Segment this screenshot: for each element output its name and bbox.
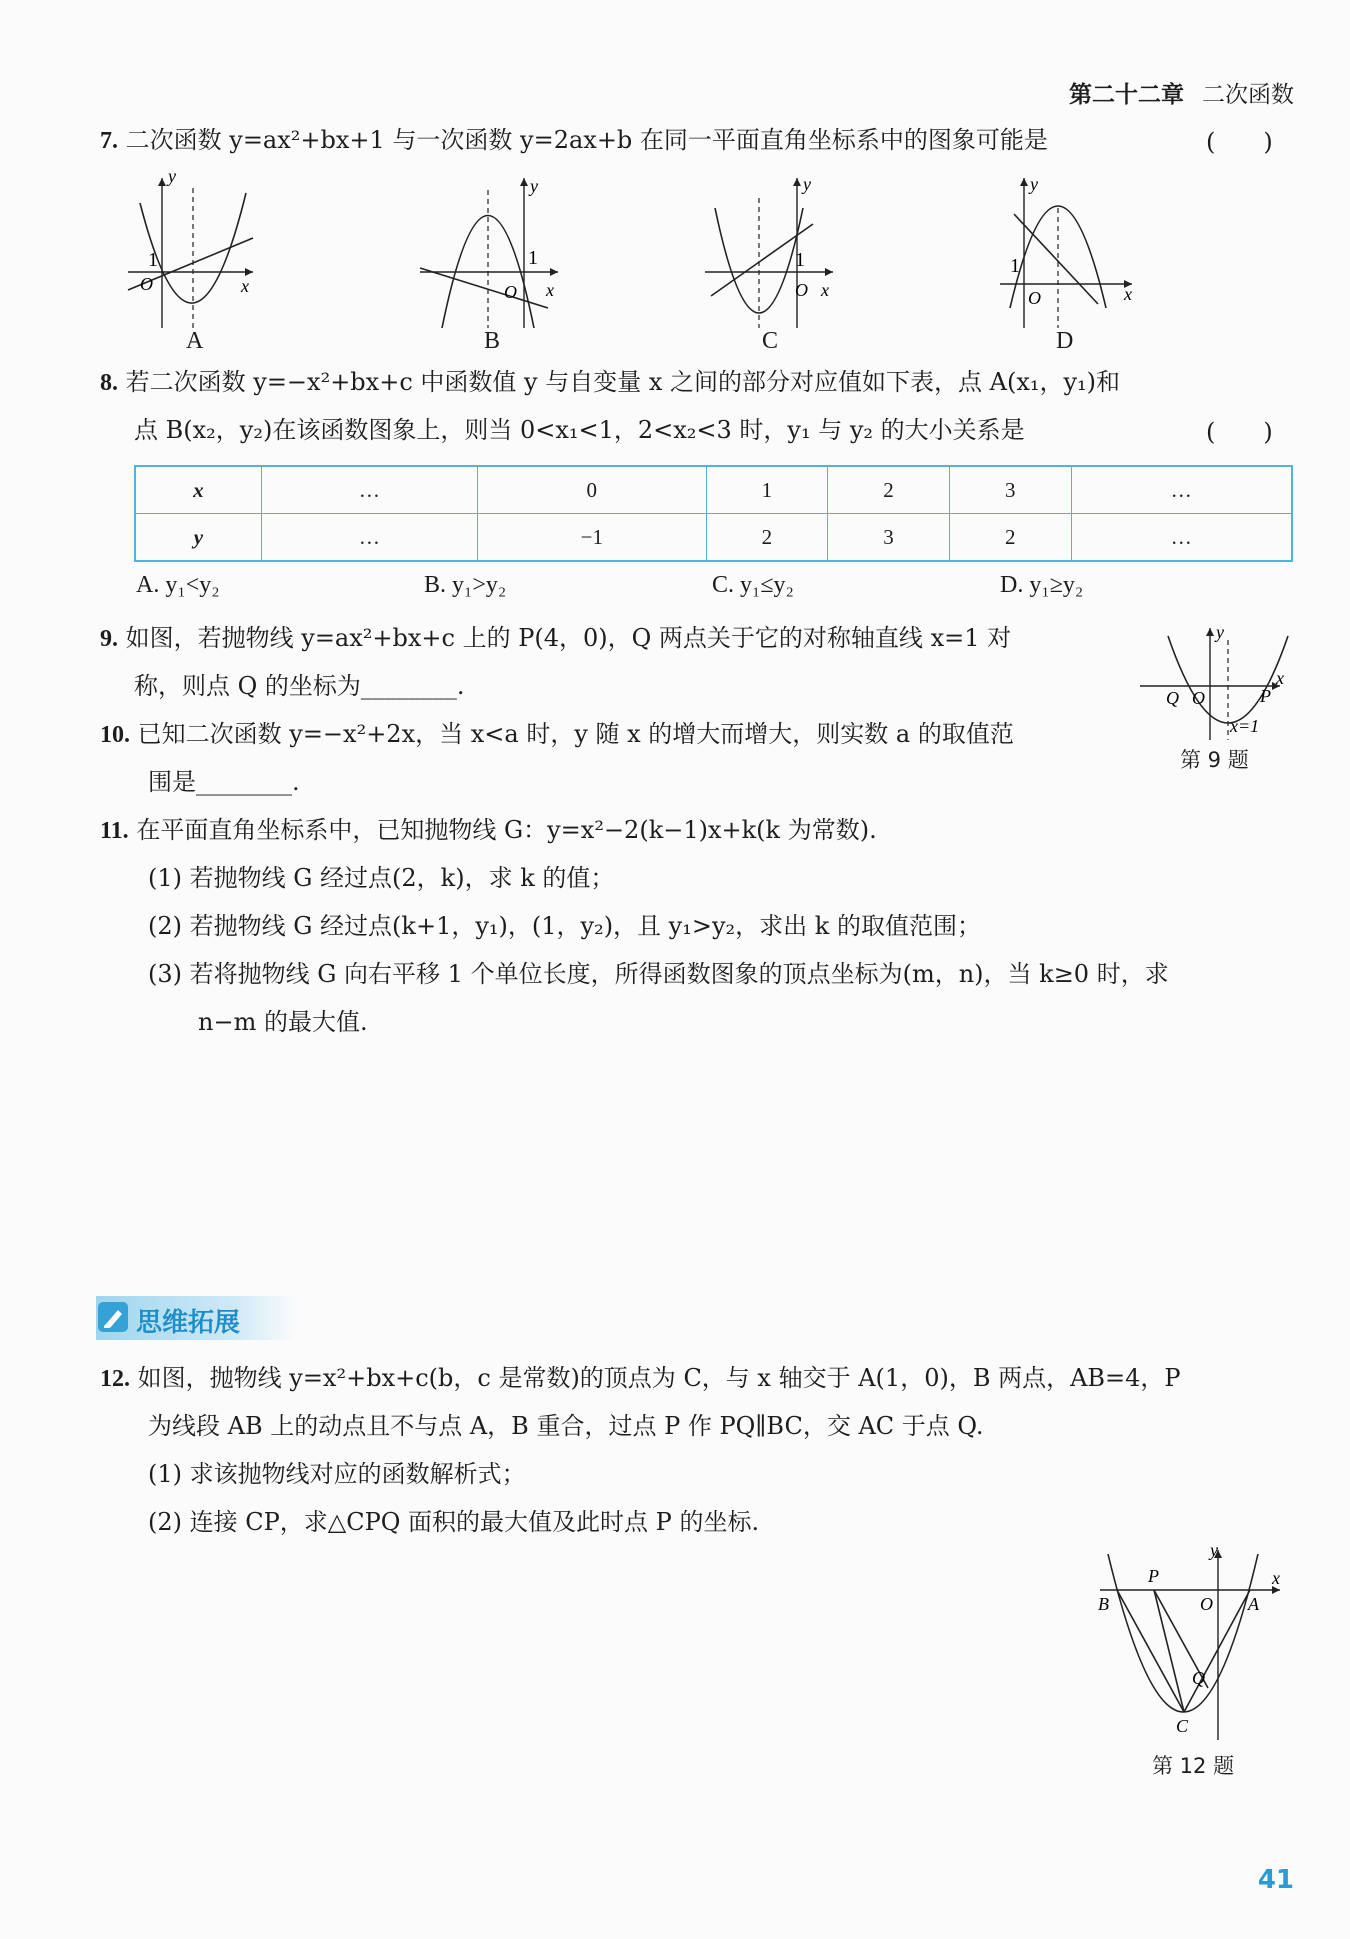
origin-label: O xyxy=(1200,1594,1213,1614)
q7-graph-c xyxy=(705,168,855,332)
table-cell: x xyxy=(135,466,261,514)
table-cell: 2 xyxy=(949,514,1071,562)
table-cell: −1 xyxy=(478,514,706,562)
q8-number: 8. xyxy=(100,370,118,396)
intercept-label: 1 xyxy=(148,249,158,271)
origin-label: O xyxy=(1028,288,1041,308)
x-axis-label: x xyxy=(241,276,249,296)
table-cell: 2 xyxy=(828,466,950,514)
q12-figure xyxy=(1090,1540,1290,1744)
page-number: 41 xyxy=(1257,1865,1294,1895)
q7-answer-bracket: ( ) xyxy=(1206,128,1273,156)
origin-label: O xyxy=(1192,688,1205,708)
q12-part2: (2) 连接 CP，求△CPQ 面积的最大值及此时点 P 的坐标. xyxy=(148,1508,760,1536)
x-axis-label: x xyxy=(546,280,554,300)
table-row xyxy=(135,514,1292,562)
q7-stem xyxy=(100,122,1048,159)
origin-label: O xyxy=(504,282,517,302)
q9-figure xyxy=(1140,620,1290,744)
q7-graph-d xyxy=(1000,168,1150,332)
q11-number: 11. xyxy=(100,818,129,844)
q8-value-table xyxy=(134,465,1293,562)
y-axis-label: y xyxy=(1030,174,1038,194)
y-axis-label: y xyxy=(1216,622,1224,642)
q10-stem-line1 xyxy=(100,716,1014,753)
section-header xyxy=(96,1296,296,1340)
q11-part1: (1) 若抛物线 G 经过点(2，k)，求 k 的值； xyxy=(148,864,615,892)
q7-caption-b: B xyxy=(484,328,501,354)
q11-part3: (3) 若将抛物线 G 向右平移 1 个单位长度，所得函数图象的顶点坐标为(m，n)，当 k≥0 时，求 xyxy=(148,960,1169,988)
q10-number: 10. xyxy=(100,722,130,748)
point-p-label: P xyxy=(1148,1566,1159,1586)
q12-part1: (1) 求该抛物线对应的函数解析式； xyxy=(148,1460,526,1488)
q12-stem-line2: 为线段 AB 上的动点且不与点 A，B 重合，过点 P 作 PQ∥BC，交 AC 于点 Q. xyxy=(148,1412,984,1440)
q9-text-line1: 如图，若抛物线 y=ax²+bx+c 上的 P(4，0)，Q 两点关于它的对称轴直线 x=1 对 xyxy=(125,624,1012,652)
x-axis-label: x xyxy=(1124,284,1132,304)
q7-graph-b xyxy=(420,168,570,332)
q9-figure-caption: 第 9 题 xyxy=(1180,748,1249,772)
table-cell: 1 xyxy=(706,466,828,514)
table-cell: … xyxy=(261,466,477,514)
intercept-label: 1 xyxy=(795,249,805,271)
q8-option-b: B. y₁>y₂ xyxy=(424,572,507,598)
topic-title: 二次函数 xyxy=(1202,82,1294,108)
table-cell: … xyxy=(1071,466,1292,514)
q8-option-c: C. y₁≤y₂ xyxy=(712,572,794,598)
q12-number: 12. xyxy=(100,1366,130,1392)
q9-stem-line2: 称，则点 Q 的坐标为________. xyxy=(134,672,465,700)
section-title: 思维拓展 xyxy=(136,1308,241,1338)
x-axis-label: x xyxy=(1272,1568,1280,1588)
point-c-label: C xyxy=(1176,1716,1189,1736)
table-cell: 3 xyxy=(828,514,950,562)
q12-figure-caption: 第 12 题 xyxy=(1152,1754,1235,1778)
y-axis-label: y xyxy=(1210,1540,1218,1560)
origin-label: O xyxy=(795,280,808,300)
x-axis-label: x xyxy=(821,280,829,300)
q8-option-a: A. y₁<y₂ xyxy=(136,572,220,598)
point-b-label: B xyxy=(1098,1594,1109,1614)
q7-graph-a xyxy=(128,168,268,332)
symmetry-axis-label: x=1 xyxy=(1230,716,1260,736)
table-cell: 2 xyxy=(706,514,828,562)
q7-text: 二次函数 y=ax²+bx+1 与一次函数 y=2ax+b 在同一平面直角坐标系中的图象可能是 xyxy=(125,126,1048,154)
intercept-label: 1 xyxy=(1010,255,1020,277)
q8-text-line1: 若二次函数 y=−x²+bx+c 中函数值 y 与自变量 x 之间的部分对应值如下表，点 A(x₁，y₁)和 xyxy=(125,368,1121,396)
q7-caption-a: A xyxy=(186,328,204,354)
point-a-label: A xyxy=(1248,1594,1259,1614)
table-cell: 0 xyxy=(478,466,706,514)
q9-stem-line1 xyxy=(100,620,1011,657)
y-axis-label: y xyxy=(803,174,811,194)
running-header xyxy=(1069,76,1294,109)
q7-caption-d: D xyxy=(1056,328,1074,354)
intercept-label: 1 xyxy=(528,247,538,269)
table-cell: … xyxy=(1071,514,1292,562)
origin-label: O xyxy=(140,274,153,294)
q10-stem-line2: 围是________. xyxy=(148,768,300,796)
x-axis-label: x xyxy=(1276,668,1284,688)
q11-part2: (2) 若抛物线 G 经过点(k+1，y₁)，(1，y₂)，且 y₁>y₂，求出 k 的取值范围； xyxy=(148,912,981,940)
q8-stem-line1 xyxy=(100,364,1120,401)
point-q-label: Q xyxy=(1192,1668,1205,1688)
q7-caption-c: C xyxy=(762,328,779,354)
q11-part3-cont: n−m 的最大值. xyxy=(198,1008,368,1036)
table-cell: … xyxy=(261,514,477,562)
q11-stem xyxy=(100,812,877,849)
y-axis-label: y xyxy=(530,176,538,196)
chapter-title: 第二十二章 xyxy=(1069,82,1184,108)
q12-stem-line1 xyxy=(100,1360,1181,1397)
q10-text-line1: 已知二次函数 y=−x²+2x，当 x<a 时，y 随 x 的增大而增大，则实数 a 的取值范 xyxy=(137,720,1014,748)
point-q-label: Q xyxy=(1166,688,1179,708)
table-row xyxy=(135,466,1292,514)
table-cell: 3 xyxy=(949,466,1071,514)
q9-number: 9. xyxy=(100,626,118,652)
q12-text-line1: 如图，抛物线 y=x²+bx+c(b，c 是常数)的顶点为 C，与 x 轴交于 A(1，0)，B 两点，AB=4，P xyxy=(137,1364,1181,1392)
q8-answer-bracket: ( ) xyxy=(1206,418,1273,446)
q11-text: 在平面直角坐标系中，已知抛物线 G：y=x²−2(k−1)x+k(k 为常数). xyxy=(136,816,877,844)
y-axis-label: y xyxy=(168,166,176,186)
point-p-label: P xyxy=(1260,686,1271,706)
q8-option-d: D. y₁≥y₂ xyxy=(1000,572,1084,598)
q8-stem-line2: 点 B(x₂，y₂)在该函数图象上，则当 0<x₁<1，2<x₂<3 时，y₁ 与 y₂ 的大小关系是 xyxy=(134,416,1025,444)
pencil-icon xyxy=(98,1302,128,1332)
q7-number: 7. xyxy=(100,128,118,154)
table-cell: y xyxy=(135,514,261,562)
